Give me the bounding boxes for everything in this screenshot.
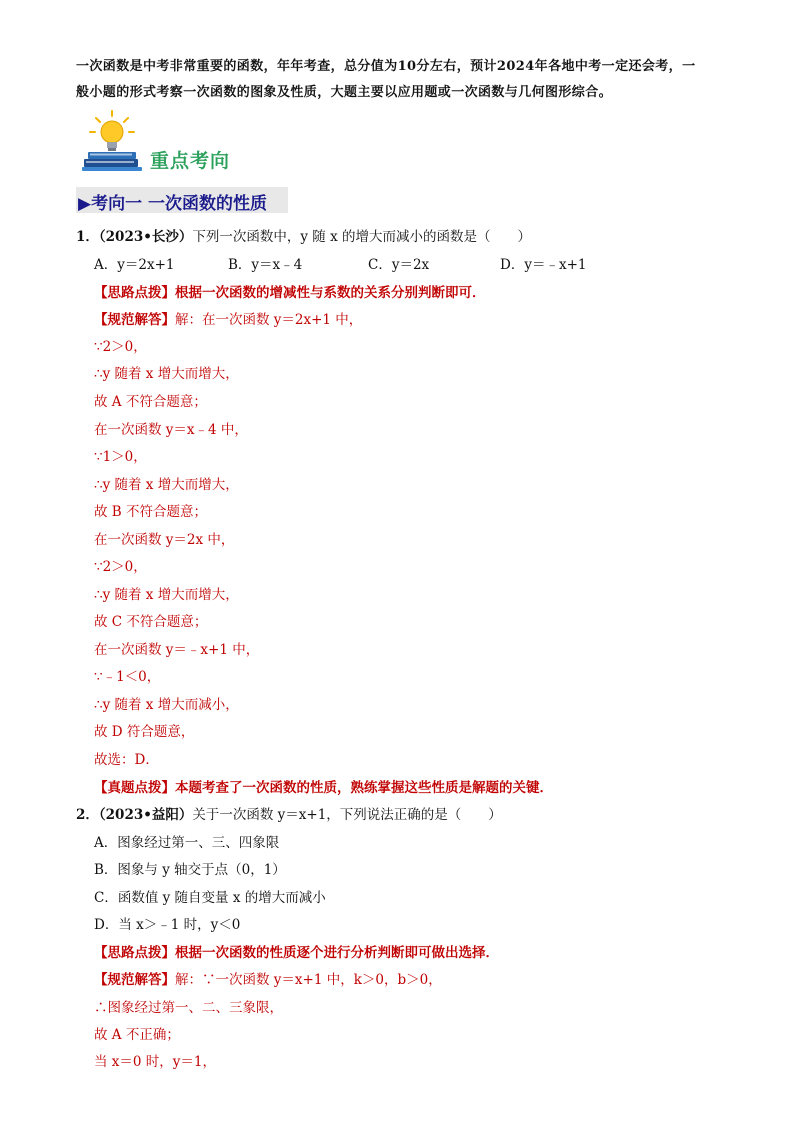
q1-option-c: C．y＝2x xyxy=(368,257,430,273)
q1-solution-line-13: ∵﹣1＜0， xyxy=(94,669,161,685)
q1-solution-tag: 【规范解答】 xyxy=(94,312,175,328)
q2-hint-text: 根据一次函数的性质逐个进行分析判断即可做出选择． xyxy=(175,945,499,961)
q1-solution-line-10: ∴y 随着 x 增大而增大， xyxy=(94,587,239,603)
q1-solution-line-12: 在一次函数 y＝﹣x+1 中， xyxy=(94,642,260,658)
q1-note-text: 本题考查了一次函数的性质，熟练掌握这些性质是解题的关键． xyxy=(175,780,553,796)
q2-solution-line-3: 当 x＝0 时，y＝1， xyxy=(94,1054,217,1070)
q1-hint-text: 根据一次函数的增减性与系数的关系分别判断即可． xyxy=(175,285,486,301)
q1-stem: 下列一次函数中，y 随 x 的增大而减小的函数是（ ） xyxy=(192,229,531,245)
q2-stem: 关于一次函数 y＝x+1，下列说法正确的是（ ） xyxy=(192,807,502,823)
q1-solution-line-9: ∵2＞0， xyxy=(94,559,147,575)
q1-source: （2023•长沙） xyxy=(98,229,193,245)
q2-solution-line-2: 故 A 不正确； xyxy=(94,1027,180,1043)
intro-line-2: 般小题的形式考察一次函数的图象及性质，大题主要以应用题或一次函数与几何图形综合。 xyxy=(76,85,613,100)
badge-label: 重点考向 xyxy=(150,150,231,172)
lightbulb-books-icon xyxy=(82,108,152,174)
q2-solution-line-1: ∴图象经过第一、二、三象限， xyxy=(94,1000,283,1016)
q1-solution-line-11: 故 C 不符合题意； xyxy=(94,614,208,630)
q2-option-a: A．图象经过第一、三、四象限 xyxy=(94,835,280,851)
q1-solution-line-7: 故 B 不符合题意； xyxy=(94,504,208,520)
q1-solution-line-1: ∵2＞0， xyxy=(94,339,147,355)
q1-hint xyxy=(94,281,486,301)
q1-note-tag: 【真题点拨】 xyxy=(94,780,175,796)
q2-line xyxy=(76,803,502,823)
q1-option-b: B．y＝x﹣4 xyxy=(228,257,303,273)
q1-solution-line-0: 【规范解答】解：在一次函数 y＝2x+1 中， xyxy=(94,312,363,328)
q1-solution-line-15: 故 D 符合题意， xyxy=(94,724,195,740)
q1-note xyxy=(94,776,553,796)
intro-line-1: 一次函数是中考非常重要的函数，年年考查，总分值为10分左右，预计2024年各地中考一定还会考，一 xyxy=(76,59,696,74)
q2-solution-tag: 【规范解答】 xyxy=(94,972,175,988)
section-title: ▶考向一 一次函数的性质 xyxy=(78,194,267,214)
q1-number: 1． xyxy=(76,229,99,245)
q1-solution-line-14: ∴y 随着 x 增大而减小， xyxy=(94,697,239,713)
q2-hint xyxy=(94,941,499,961)
q2-option-c: C．函数值 y 随自变量 x 的增大而减小 xyxy=(94,890,326,906)
q1-solution-line-2: ∴y 随着 x 增大而增大， xyxy=(94,366,239,382)
q2-source: （2023•益阳） xyxy=(98,807,193,823)
q1-option-d: D．y＝﹣x+1 xyxy=(500,257,587,273)
q1-solution-line-5: ∵1＞0， xyxy=(94,449,147,465)
q2-solution-line-0: 【规范解答】解：∵一次函数 y＝x+1 中，k＞0，b＞0， xyxy=(94,972,442,988)
q1-solution-line-8: 在一次函数 y＝2x 中， xyxy=(94,532,235,548)
q2-number: 2． xyxy=(76,807,99,823)
q1-solution-line-4: 在一次函数 y＝x﹣4 中， xyxy=(94,422,248,438)
q1-hint-tag: 【思路点拨】 xyxy=(94,285,175,301)
q1-option-a: A．y＝2x+1 xyxy=(94,257,175,273)
q1-solution-line-6: ∴y 随着 x 增大而增大， xyxy=(94,477,239,493)
q2-option-b: B．图象与 y 轴交于点（0，1） xyxy=(94,862,286,878)
q2-option-d: D．当 x＞﹣1 时，y＜0 xyxy=(94,917,241,933)
q1-solution-line-16: 故选：D． xyxy=(94,752,159,768)
q1-line xyxy=(76,225,531,245)
q1-solution-line-3: 故 A 不符合题意； xyxy=(94,394,207,410)
q2-hint-tag: 【思路点拨】 xyxy=(94,945,175,961)
